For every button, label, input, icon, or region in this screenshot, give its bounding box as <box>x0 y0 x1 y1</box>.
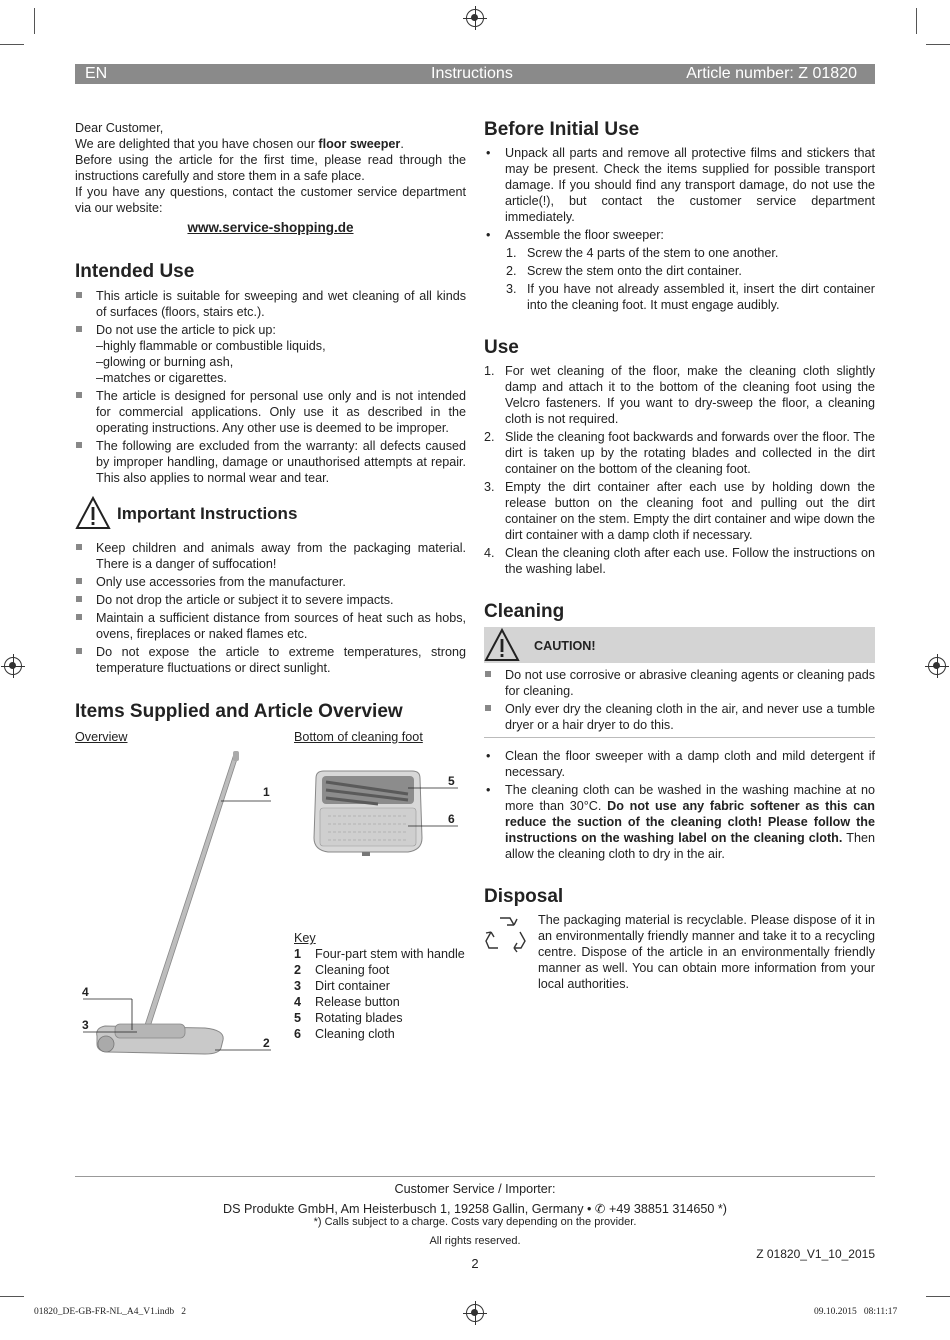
use-list <box>484 363 875 577</box>
list-item: • Unpack all parts and remove all protective films and stickers that may be present. Check the items supplied for possible transport damage. If you should find any transport damage, do not use the article(!), but contact the customer service department immediately. <box>486 146 875 224</box>
step-item: 1. Screw the 4 parts of the stem to one another. <box>506 246 779 260</box>
step-item: 2. Screw the stem onto the dirt container. <box>506 264 742 278</box>
section-heading-items-supplied: Items Supplied and Article Overview <box>75 701 403 722</box>
callout-1: 1 <box>263 785 270 799</box>
section-heading-disposal: Disposal <box>484 886 564 907</box>
caution-box <box>484 627 875 663</box>
overview-label: Overview <box>75 730 128 744</box>
language-code: EN <box>85 65 108 82</box>
version-code: Z 01820_V1_10_2015 <box>756 1247 875 1261</box>
caution-list <box>484 667 875 733</box>
section-heading-use: Use <box>484 337 519 358</box>
left-column <box>75 120 466 723</box>
greeting: Dear Customer, <box>75 121 164 135</box>
print-file-name: 01820_DE-GB-FR-NL_A4_V1.indb 2 <box>34 1307 186 1317</box>
list-item: Only ever dry the cleaning cloth in the air, and never use a tumble dryer or a hair dryer to do this. <box>484 701 875 733</box>
assembly-steps <box>484 245 875 313</box>
list-item: Maintain a sufficient distance from sources of heat such as hobs, ovens, fireplaces or naked flames etc. <box>75 610 466 642</box>
list-item: 3. Empty the dirt container after each use by holding down the release button on the cleaning foot and pulling out the dirt container on the stem. Empty the dirt container and wipe down the dirt container with a damp cloth if necessary. <box>484 480 875 542</box>
sweeper-overview-image <box>75 748 285 1068</box>
footer-service-label: Customer Service / Importer: <box>394 1182 556 1196</box>
list-item: Only use accessories from the manufacturer. <box>75 574 466 590</box>
crop-mark <box>926 44 950 45</box>
print-timestamp: 09.10.2015 08:11:17 <box>814 1307 898 1317</box>
list-item: Do not use corrosive or abrasive cleaning agents or cleaning pads for cleaning. <box>484 667 875 699</box>
right-column <box>484 119 875 992</box>
intro-line: We are delighted that you have chosen our floor sweeper. <box>75 137 404 151</box>
registration-mark-icon <box>466 9 484 27</box>
caution-label: CAUTION! <box>534 639 596 653</box>
step-item: 3. If you have not already assembled it, insert the dirt container into the cleaning foot. It must engage audibly. <box>506 282 875 312</box>
callout-4: 4 <box>82 985 89 999</box>
before-use-list <box>484 145 875 243</box>
key-table <box>294 946 466 1042</box>
key-label: Key <box>294 931 316 945</box>
key-row: 5 Rotating blades <box>294 1011 403 1025</box>
key-row: 2 Cleaning foot <box>294 963 390 977</box>
intro-paragraph: Before using the article for the first time, please read through the instructions carefully and store them in a safe place. <box>75 153 466 183</box>
crop-mark <box>0 1296 24 1297</box>
page-number: 2 <box>471 1256 479 1271</box>
cleaning-foot-bottom-image <box>308 768 463 860</box>
list-item: 2. Slide the cleaning foot backwards and forwards over the floor. The dirt is taken up by the rotating blades and collected in the dirt container on the bottom of the cleaning foot. <box>484 430 875 476</box>
callout-2: 2 <box>263 1036 270 1050</box>
list-item: This article is suitable for sweeping and wet cleaning of all kinds of surfaces (floors, stairs etc.). <box>75 288 466 320</box>
callout-6: 6 <box>448 812 455 826</box>
registration-mark-icon <box>4 657 22 675</box>
list-item: • Clean the floor sweeper with a damp cloth and mild detergent if necessary. <box>486 749 875 779</box>
document-title: Instructions <box>431 65 513 82</box>
crop-mark <box>916 8 917 34</box>
section-heading-before-use: Before Initial Use <box>484 119 640 140</box>
recycling-icon <box>484 914 528 954</box>
key-row: 1 Four-part stem with handle <box>294 947 465 961</box>
dash-item: –glowing or burning ash, <box>96 355 234 369</box>
intended-use-list <box>75 288 466 486</box>
key-row: 6 Cleaning cloth <box>294 1027 395 1041</box>
dash-item: –matches or cigarettes. <box>96 371 227 385</box>
website-link[interactable]: www.service-shopping.de <box>187 220 354 235</box>
callout-3: 3 <box>82 1018 89 1032</box>
section-heading-intended-use: Intended Use <box>75 261 195 282</box>
important-heading-row <box>75 496 466 534</box>
article-number: Article number: Z 01820 <box>686 65 857 82</box>
key-row: 4 Release button <box>294 995 400 1009</box>
footer-note: *) Calls subject to a charge. Costs vary depending on the provider. <box>313 1216 637 1228</box>
list-item: Keep children and animals away from the packaging material. There is a danger of suffocation! <box>75 540 466 572</box>
footer-divider <box>75 1176 875 1177</box>
intro-paragraph: If you have any questions, contact the customer service department via our website: <box>75 185 466 215</box>
list-item: • The cleaning cloth can be washed in the washing machine at no more than 30°C. Do not use any fabric softener as this can reduce the suction of the cleaning cloth! Please follow the instructions on the washing label on the cleaning cloth. Then allow the cleaning cloth to dry in the air. <box>486 783 875 861</box>
list-item: The following are excluded from the warranty: all defects caused by improper handling, damage or unauthorised attempts at repair. This also applies to normal wear and tear. <box>75 438 466 486</box>
list-item: • Assemble the floor sweeper: <box>486 228 664 242</box>
crop-mark <box>0 44 24 45</box>
crop-mark <box>926 1296 950 1297</box>
list-item: Do not drop the article or subject it to severe impacts. <box>75 592 466 608</box>
footer-address: DS Produkte GmbH, Am Heisterbusch 1, 19258 Gallin, Germany • ✆ +49 38851 314650 *) <box>223 1202 727 1216</box>
crop-mark <box>34 8 35 34</box>
footer-rights: All rights reserved. <box>429 1235 521 1247</box>
registration-mark-icon <box>928 657 946 675</box>
key-block <box>294 930 466 1042</box>
section-heading-cleaning: Cleaning <box>484 601 565 622</box>
list-item: Do not use the article to pick up: –highly flammable or combustible liquids, –glowing or burning ash, –matches or cigarettes. <box>75 322 466 386</box>
cleaning-list <box>484 748 875 862</box>
important-list <box>75 540 466 676</box>
key-row: 3 Dirt container <box>294 979 390 993</box>
disposal-row <box>484 912 875 992</box>
list-item: 4. Clean the cleaning cloth after each use. Follow the instructions on the washing label. <box>484 546 875 576</box>
list-item: Do not expose the article to extreme temperatures, strong temperature fluctuations or direct sunlight. <box>75 644 466 676</box>
section-heading-important: Important Instructions <box>117 504 298 523</box>
disposal-text: The packaging material is recyclable. Please dispose of it in an environmentally friendly manner and take it to a recycling centre. Dispose of the article in an environmentally friendly manner as well. You can obtain more information from your local authorities. <box>538 913 875 991</box>
list-item: The article is designed for personal use only and is not intended for commercial applications. Only use it as described in the operating instructions. Any other use is deemed to be improper. <box>75 388 466 436</box>
bottom-label: Bottom of cleaning foot <box>294 730 423 744</box>
dash-item: –highly flammable or combustible liquids, <box>96 339 326 353</box>
caution-divider <box>484 737 875 738</box>
callout-5: 5 <box>448 774 455 788</box>
warning-triangle-icon <box>75 496 111 530</box>
warning-triangle-icon <box>484 628 520 662</box>
registration-mark-icon <box>466 1304 484 1322</box>
header-bar <box>75 64 875 84</box>
list-item: 1. For wet cleaning of the floor, make the cleaning cloth slightly damp and attach it to the bottom of the cleaning foot using the Velcro fasteners. If you want to dry-sweep the floor, a cleaning cloth is not required. <box>484 364 875 426</box>
